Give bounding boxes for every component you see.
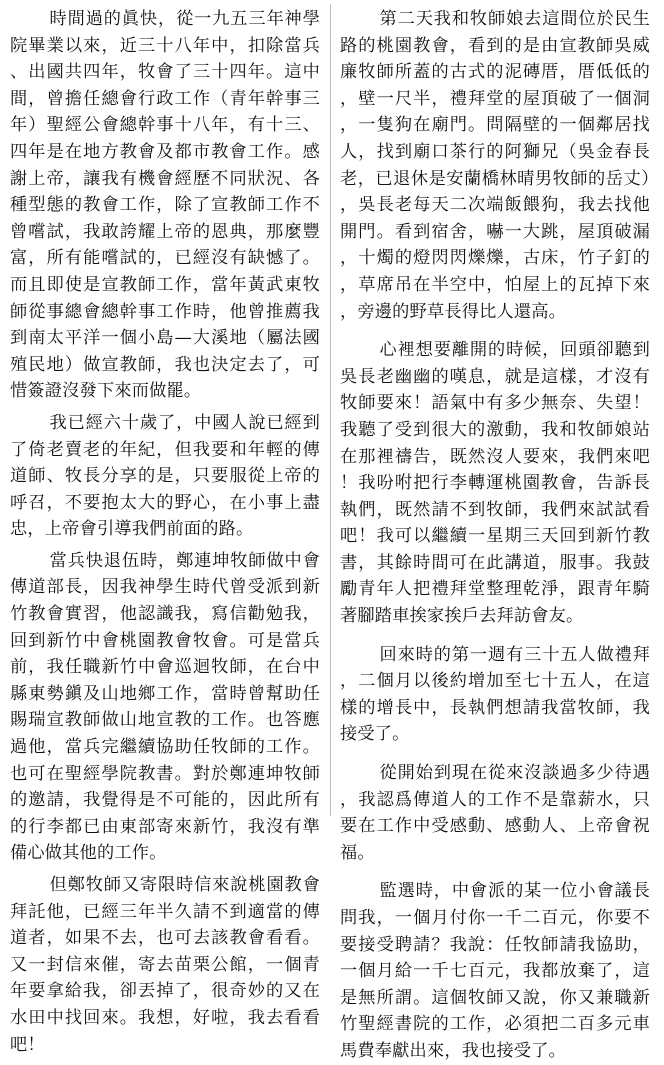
- paragraph: 回來時的第一週有三十五人做禮拜，二個月以後約增加至七十五人，在這樣的增長中，長執們想請我當牧師，我接受了。: [340, 644, 650, 745]
- paragraph: 時間過的眞快，從一九五三年神學院畢業以來，近三十八年中，扣除當兵、出國共四年，牧會了三十四年。這中間，曾擔任總會行政工作（青年幹事三年）聖經公會總幹事十八年，有十三、四年是在地方教會及都市教會工作。感謝上帝，讓我有機會經歷不同狀況、各種型態的教會工作，除了宣教師工作不曾嚐試，我敢誇耀上帝的恩典，那麼豐富，所有能嚐試的，已經沒有缺憾了。而且即使是宣教師工作，當年黃武東牧師從事總會總幹事工作時，他曾推薦我到南太平洋一個小島—大溪地（屬法國殖民地）做宣教師，我也決定去了，可惜簽證沒發下來而做罷。: [10, 9, 320, 402]
- paragraph: 從開始到現在從來沒談過多少待遇，我認爲傳道人的工作不是靠薪水，只要在工作中受感動、感動人、上帝會祝福。: [340, 763, 650, 863]
- paragraph: 第二天我和牧師娘去這間位於民生路的桃園教會，看到的是由宣教師吳威廉牧師所蓋的古式的泥磚厝，厝低低的，壁一尺半，禮拜堂的屋頂破了一個洞，一隻狗在廟門。問隔壁的一個鄰居找人，找到廟口茶行的阿獅兄（吳金春長老，已退休是安蘭橋林晴男牧師的岳丈），吳長老每天二次端飯餵狗，我去找他開門。看到宿舍，嚇一大跳，屋頂破漏，十燭的燈閃閃爍爍，古床，竹子釘的，草席吊在半空中，怕屋上的瓦掉下來，旁邊的野草長得比人還高。: [340, 9, 650, 322]
- paragraph: 心裡想要離開的時候，回頭卻聽到吳長老幽幽的嘆息，就是這樣，才沒有牧師要來！語氣中有多少無奈、失望！我聽了受到很大的激動，我和牧師娘站在那裡禱告，既然沒人要來，我們來吧！我吩咐把行李轉運桃園教會，告訴長執們，既然請不到牧師，我們來試試看吧！我可以繼續一星期三天回到新竹教書，其餘時間可在此講道，服事。我鼓勵青年人把禮拜堂整理乾淨，跟青年騎著腳踏車挨家挨戶去拜訪會友。: [340, 340, 650, 627]
- left-text-column: [10, 6, 320, 1058]
- paragraph: 監選時，中會派的某一位小會議長問我，一個月付你一千二百元，你要不要接受聘請？我說：任牧師請我協助，一個月給一千七百元，我都放棄了，這是無所謂。這個牧師又說，你又兼職新竹聖經書院的工作，必須把二百多元車馬費奉獻出來，我也接受了。: [340, 881, 650, 1061]
- paragraph: 我已經六十歲了，中國人說已經到了倚老賣老的年紀，但我要和年輕的傳道師、牧長分享的是，只要服從上帝的呼召，不要抱太大的野心，在小事上盡忠，上帝會引導我們前面的路。: [10, 412, 320, 540]
- paragraph: 但鄭牧師又寄限時信來說桃園教會拜託他，已經三年半久請不到適當的傳道者，如果不去，也可去該教會看看。又一封信來催，寄去苗栗公館，一個青年要拿給我，卻丟掉了，很奇妙的又在水田中找回來。我想，好啦，我去看看吧！: [10, 875, 320, 1055]
- right-text-column: [340, 6, 650, 1065]
- column-divider: [330, 4, 331, 816]
- paragraph: 當兵快退伍時，鄭連坤牧師做中會傳道部長，因我神學生時代曾受派到新竹教會實習，他認識我，寫信勸勉我，回到新竹中會桃園教會牧會。可是當兵前，我任職新竹中會巡迴牧師，在台中縣東勢鎭及山地鄉工作，當時曾幫助任賜瑞宣教師做山地宣教的工作。也答應過他，當兵完繼續協助任牧師的工作。也可在聖經學院教書。對於鄭連坤牧師的邀請，我覺得是不可能的，因此所有的行李都已由東部寄來新竹，我沒有準備心做其他的工作。: [10, 550, 320, 864]
